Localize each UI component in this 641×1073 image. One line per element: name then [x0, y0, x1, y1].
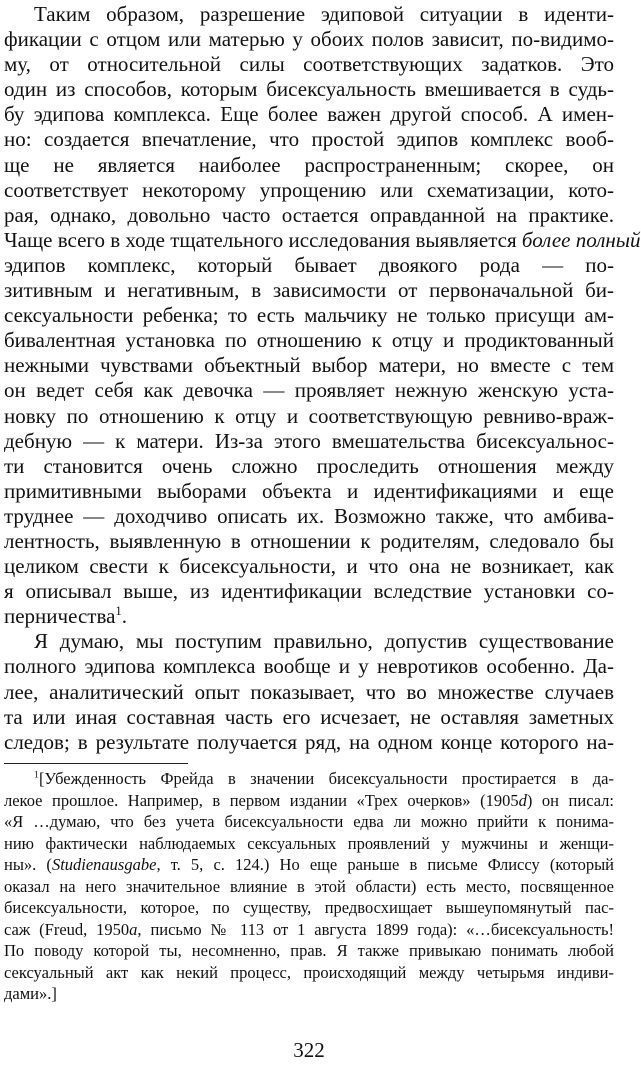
text-line: но: создается впечатление, что простой эдипов комплекс вооб- — [4, 127, 614, 152]
text-line: сексуальности ребенка; то есть мальчику не только присущи ам- — [4, 303, 614, 328]
footnote — [4, 768, 614, 1005]
text-segment: . — [121, 604, 127, 629]
text-line: я описывал выше, из идентификации вследствие установки со- — [4, 579, 614, 604]
footnote-reference[interactable]: 1 — [115, 604, 122, 619]
text-line: он ведет себя как девочка — проявляет нежную женскую уста- — [4, 378, 614, 403]
emphasis-text: d — [518, 790, 527, 810]
text-line: Я думаю, мы поступим правильно, допустив существование — [34, 629, 614, 654]
text-line: эдипов комплекс, который бывает двоякого рода — по- — [4, 252, 614, 277]
text-segment: саж (Freud, 1950 — [4, 919, 130, 939]
footnote-line — [4, 768, 614, 790]
text-segment: , письмо № 113 от 1 августа 1899 года): «…бисексуальность! — [137, 919, 614, 939]
text-line — [4, 604, 614, 629]
text-line: рая, однако, довольно часто остается оправданной на практике. — [4, 202, 614, 227]
text-line: зитивным и негативным, в зависимости от первоначальной би- — [4, 278, 614, 303]
text-line: му, от относительной силы соответствующих задатков. Это — [4, 52, 614, 77]
main-text — [4, 2, 641, 755]
text-line: примитивными выборами объекта и идентификациями и еще — [4, 478, 614, 503]
footnote-line — [4, 919, 614, 941]
footnote-line: сексуальный акт как некий процесс, происходящий между четырьмя индиви- — [4, 962, 614, 982]
footnote-line: оказал на него значительное влияние в этой области) есть место, посвященное — [4, 876, 614, 896]
text-line: соответствует некоторому упрощению или схематизации, кото- — [4, 177, 614, 202]
text-line: лентность, выявленную в отношении к родителям, следовало бы — [4, 528, 614, 553]
text-line — [4, 227, 641, 253]
text-line: та или иная составная часть его исчезает, не оставляя заметных — [4, 704, 614, 729]
text-segment: лекое прошлое. Например, в первом издании «Трех очерков» (1905 — [4, 790, 519, 810]
text-line: нежными чувствами объектный выбор матери, но вместе с тем — [4, 353, 614, 378]
text-segment: Чаще всего в ходе тщательного исследования выявляется — [4, 227, 517, 252]
text-segment: , т. 5, с. 124.) Но еще раньше в письме Флиссу (который — [156, 855, 614, 874]
footnote-line: нию фактически наблюдаемых сексуальных проявлений у мужчины и женщи- — [4, 833, 614, 853]
text-line: лее, аналитический опыт показывает, что во множестве случаев — [4, 679, 614, 704]
text-line: бу эдипова комплекса. Еще более важен другой способ. А имен- — [4, 102, 614, 127]
text-line: труднее — доходчиво описать их. Возможно также, что амбива- — [4, 503, 614, 528]
text-line: один из способов, которым бисексуальность вмешивается в судь- — [4, 77, 614, 102]
text-line: новку по отношению к отцу и соответствующую ревниво-враж- — [4, 403, 614, 428]
footnote-line: дами».] — [4, 984, 57, 1003]
page-number: 322 — [293, 1038, 325, 1062]
text-line: бивалентная установка по отношению к отцу и продиктованный — [4, 328, 614, 353]
text-segment: [Убежденность Фрейда в значении бисексуальности простирается в да- — [38, 769, 614, 788]
footnote-divider — [4, 763, 188, 764]
text-segment: ны». ( — [4, 855, 52, 874]
emphasis-text: более полный — [521, 227, 641, 252]
footnote-line: По поводу которой ты, несомненно, прав. Я также привыкаю понимать любой — [4, 941, 614, 960]
text-line: ти становится очень сложно проследить отношения между — [4, 453, 614, 478]
footnote-line: «Я …думаю, что без учета бисексуальности едва ли можно прийти к понима- — [4, 812, 614, 831]
text-line: целиком свести к бисексуальности, и что она не возникает, как — [4, 554, 614, 579]
emphasis-text: Studienausgabe — [51, 855, 157, 874]
footnote-marker: 1 — [34, 769, 39, 781]
text-line: следов; в результате получается ряд, на одном конце которого на- — [4, 729, 614, 754]
footnote-line: бисексуальности, которое, по существу, предвосхищает вышеупомянутый пас- — [4, 898, 614, 917]
footnote-line — [4, 790, 614, 812]
text-segment: ) он писал: — [526, 790, 614, 810]
text-line: полного эдипова комплекса вообще и у невротиков особенно. Да- — [4, 654, 614, 679]
text-segment: перничества — [4, 604, 116, 629]
text-line: ще не является наиболее распространенным; скорее, он — [4, 152, 614, 177]
footnote-line — [4, 854, 614, 876]
emphasis-text: a — [129, 919, 138, 939]
text-line: фикации с отцом или матерью у обоих полов зависит, по-видимо- — [4, 27, 614, 52]
text-line: дебную — к матери. Из-за этого вмешательства бисексуальнос- — [4, 428, 614, 453]
book-page — [4, 0, 641, 1073]
text-line: Таким образом, разрешение эдиповой ситуации в иденти- — [34, 2, 614, 26]
